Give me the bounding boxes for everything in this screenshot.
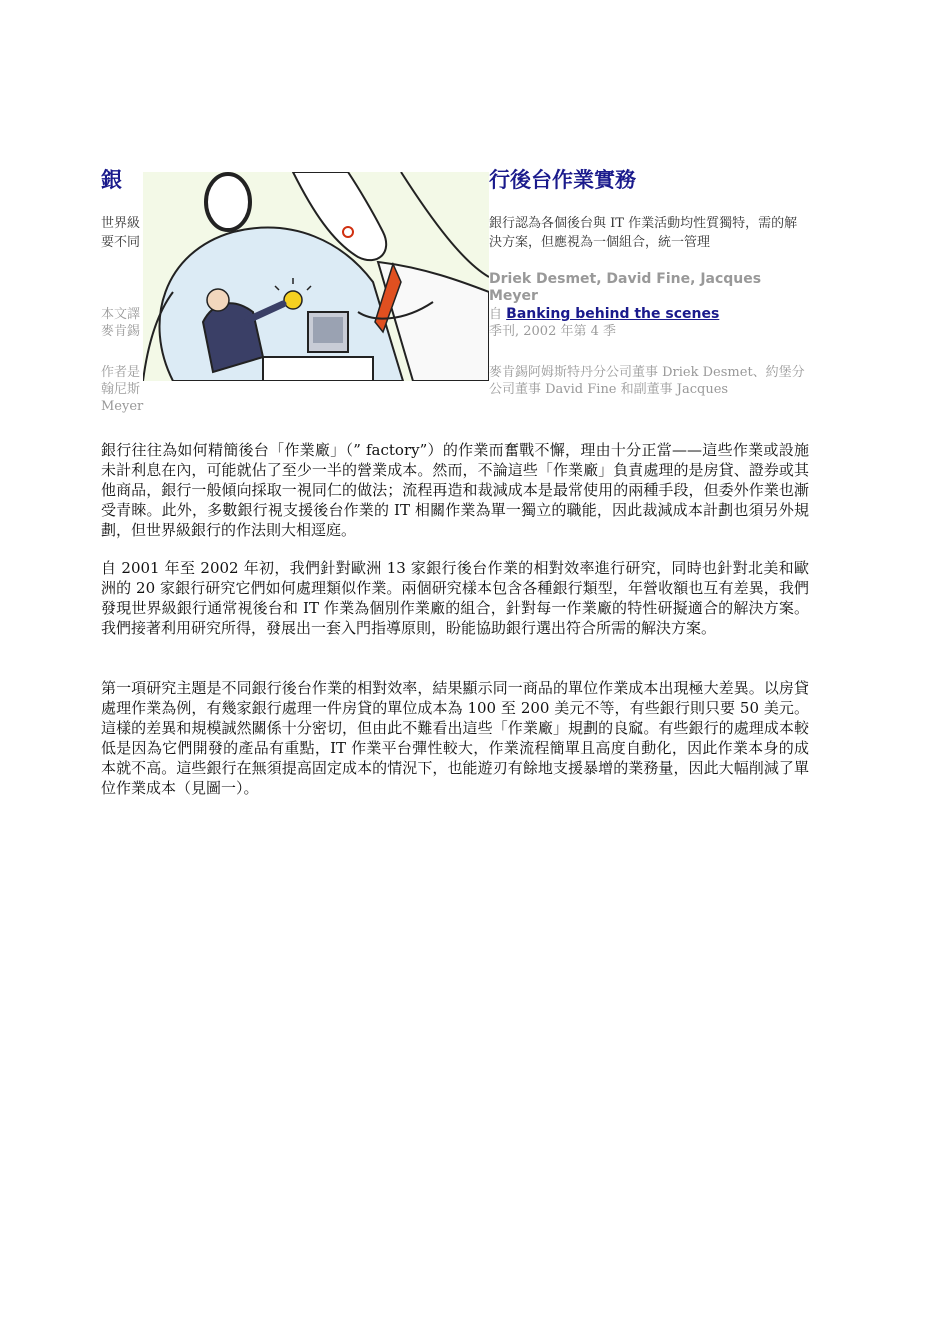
translation-issue: 季刊, 2002 年第 4 季 <box>489 324 617 339</box>
author-note-right: 麥肯錫阿姆斯特丹分公司董事 Driek Desmet、約堡分公司董事 David Fine 和副董事 Jacques <box>489 365 805 397</box>
body-paragraph: 銀行往往為如何精簡後台「作業廠」（” factory”）的作業而奮戰不懈，理由十分正當——這些作業或設施未計利息在內，可能就佔了至少一半的營業成本。然而，不論這些「作業廠」負責處理的是房貸、證券或其他商品，銀行一般傾向採取一視同仁的做法；流程再造和裁減成本是最常使用的兩種手段，但委外作業也漸受青睞。此外，多數銀行視支援後台作業的 IT 相關作業為單一獨立的職能，因此裁減成本計劃也須另外規劃，但世界級銀行的作法則大相逕庭。 <box>101 441 809 539</box>
summary-left: 世界級 要不同 <box>101 216 141 250</box>
article-title-right: 行後台作業實務 <box>489 168 636 192</box>
article-illustration <box>143 172 489 381</box>
body-paragraph: 自 2001 年至 2002 年初，我們針對歐洲 13 家銀行後台作業的相對效率進行研究，同時也針對北美和歐洲的 20 家銀行研究它們如何處理類似作業。兩個研究樣本包含各種銀行類型，年營收額也互有差異，我們發現世界級銀行通常視後台和 IT 作業為個別作業廠的組合，針對每一作業廠的特性研擬適合的解決方案。我們接著利用研究所得，發展出一套入門指導原則，盼能協助銀行選出符合所需的解決方案。 <box>101 559 809 637</box>
summary-right: 銀行認為各個後台與 IT 作業活動均性質獨特，需的解決方案，但應視為一個組合，統一管理 <box>489 216 798 250</box>
translation-note-left: 本文譯 麥肯錫 <box>101 307 141 339</box>
author-note-left: 作者是 翰尼斯 Meyer <box>101 365 144 414</box>
body-paragraph: 第一項研究主題是不同銀行後台作業的相對效率，結果顯示同一商品的單位作業成本出現極大差異。以房貸處理作業為例，有幾家銀行處理一件房貸的單位成本為 100 至 200 美元不等，有些銀行則只要 50 美元。這樣的差異和規模誠然關係十分密切，但由此不難看出這些「作業廠」規劃的良窳。有些銀行的處理成本較低是因為它們開發的產品有重點，IT 作業平台彈性較大，作業流程簡單且高度自動化，因此作業本身的成本就不高。這些銀行在無須提高固定成本的情況下，也能遊刃有餘地支援暴增的業務量，因此大幅削減了單位作業成本（見圖一）。 <box>101 679 809 797</box>
translation-note-right: 自 Banking behind the scenes 季刊, 2002 年第 4 季 <box>489 306 809 340</box>
author-byline: Driek Desmet, David Fine, Jacques Meyer <box>489 271 762 304</box>
article-title-left: 銀 <box>101 168 122 192</box>
source-article-link[interactable]: Banking behind the scenes <box>506 306 720 322</box>
